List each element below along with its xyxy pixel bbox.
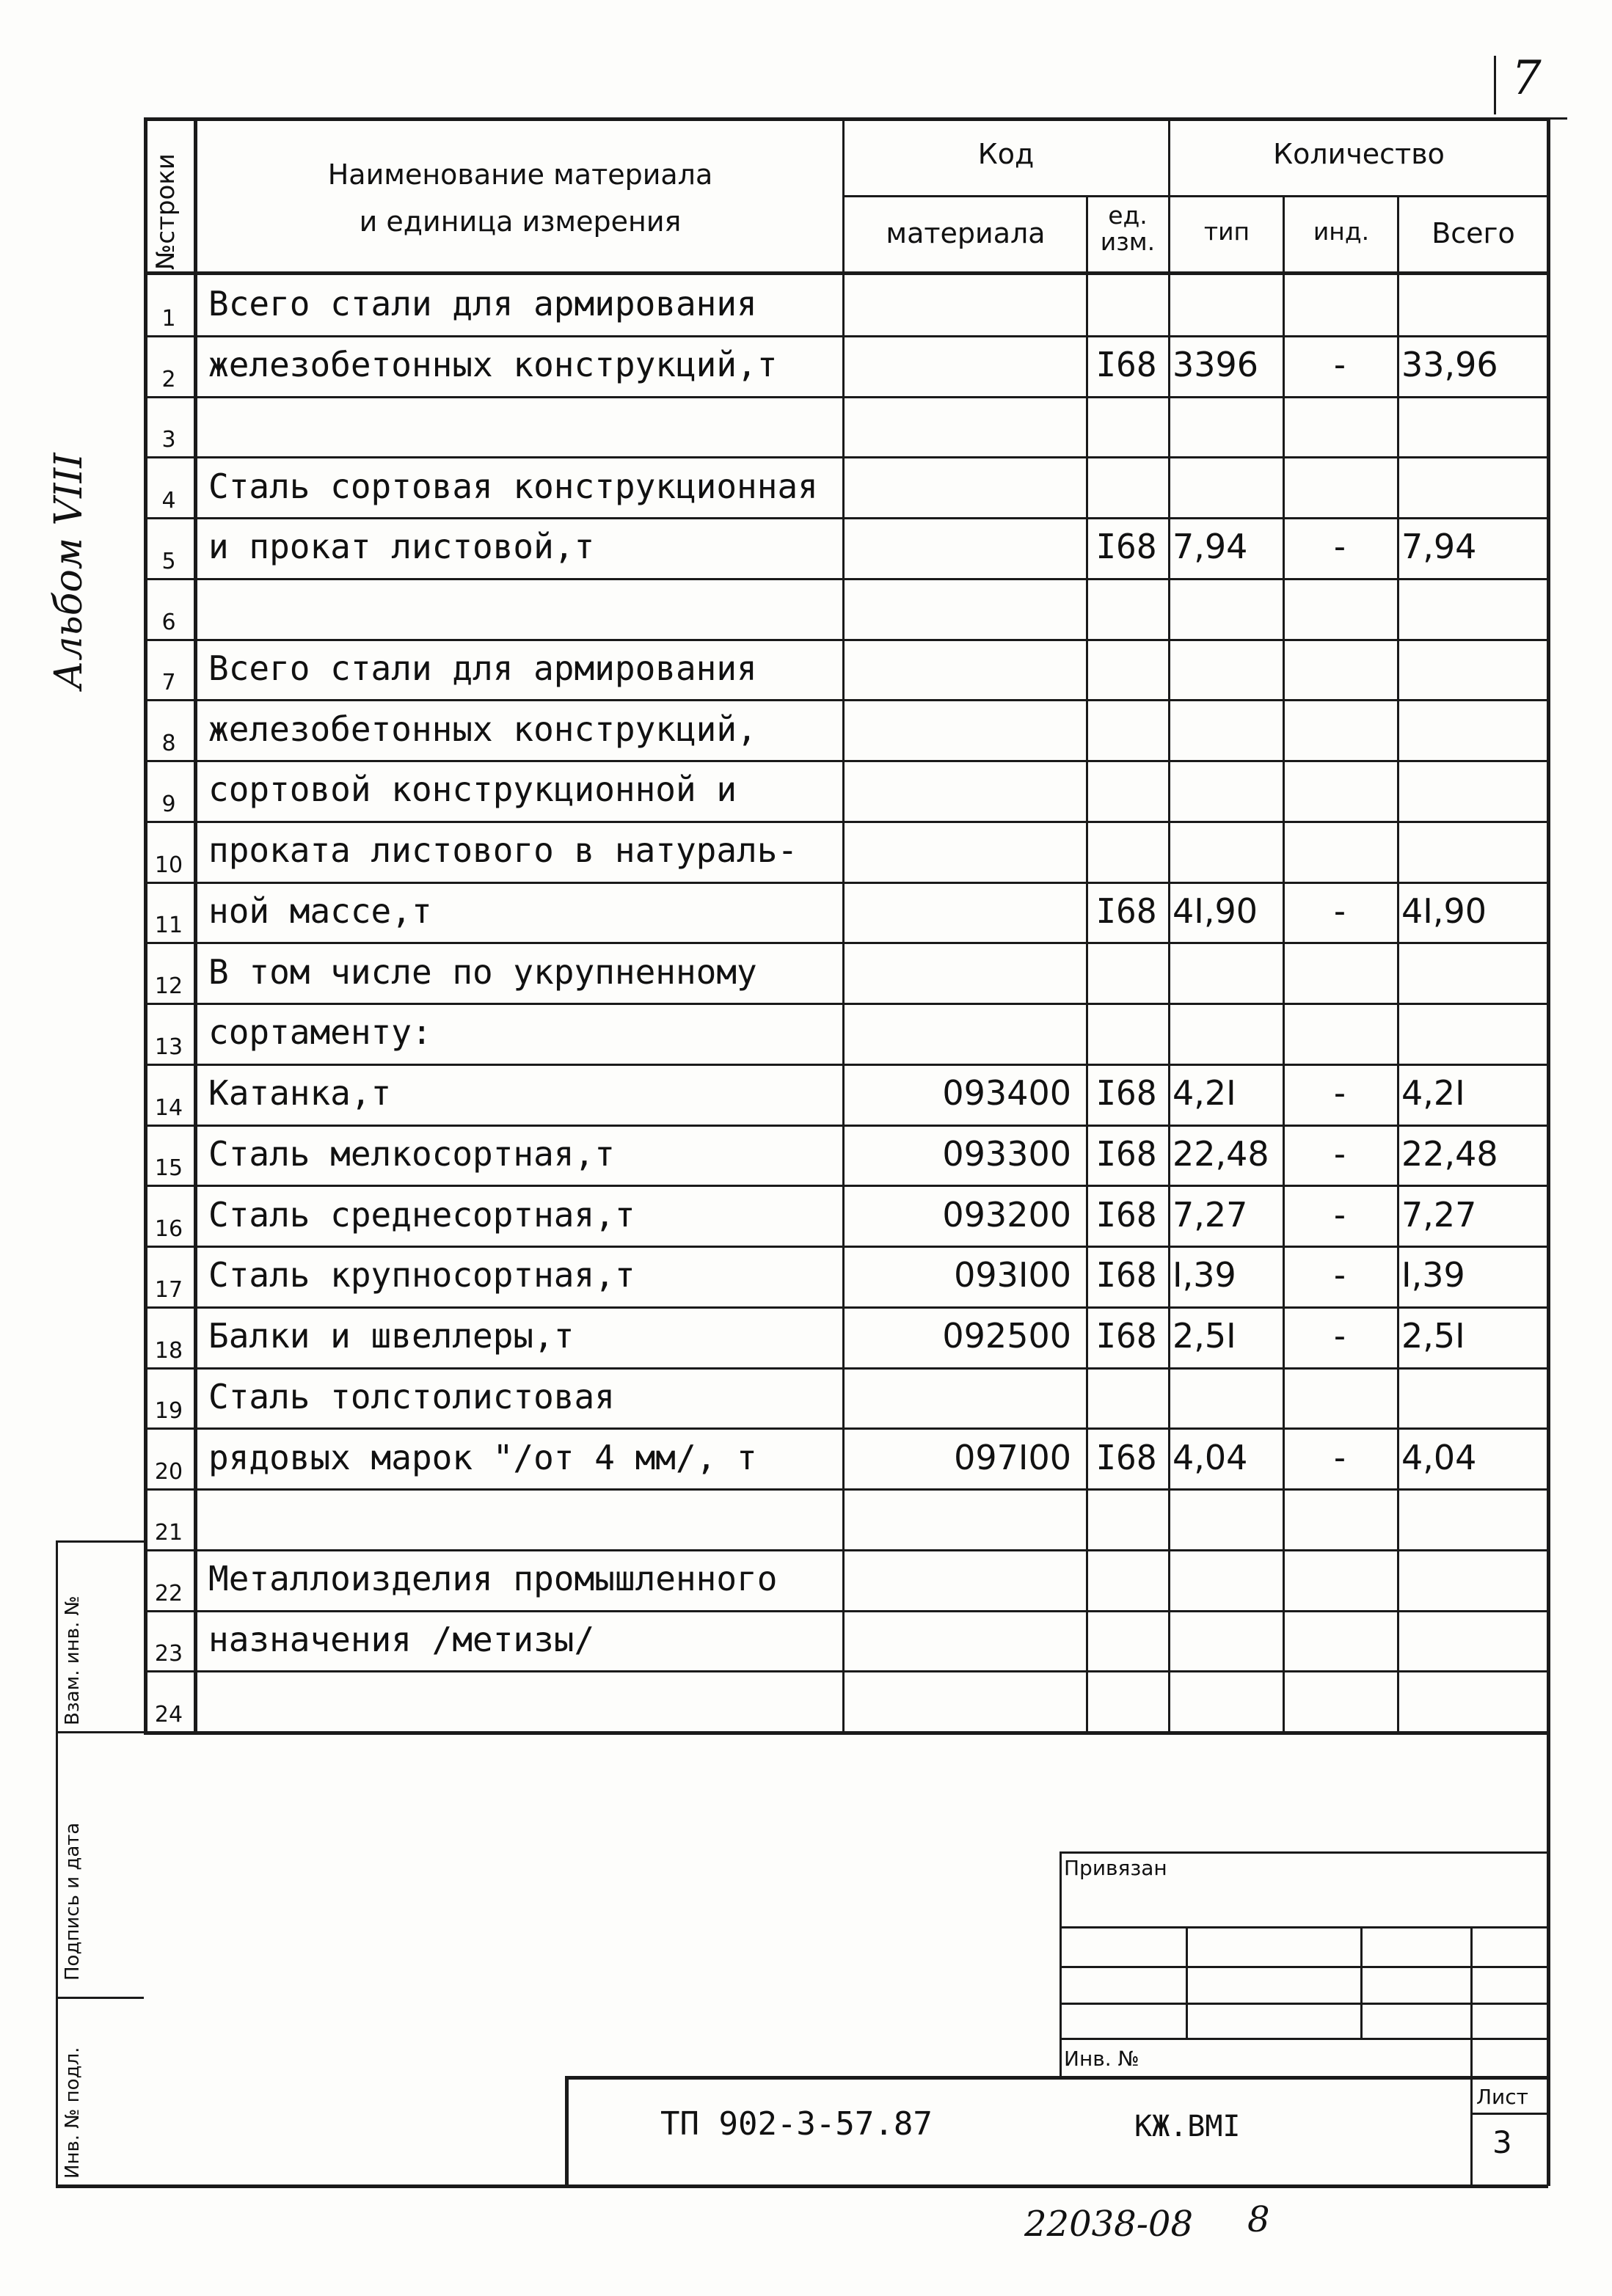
row-number: 5 <box>161 549 176 574</box>
qty-type: 4,2I <box>1172 1073 1236 1113</box>
row-number: 16 <box>154 1216 183 1242</box>
footer-number: 22038-08 <box>1024 2204 1193 2245</box>
row-number: 1 <box>161 306 176 332</box>
row-divider <box>144 1610 1549 1612</box>
row-divider <box>144 1064 1549 1066</box>
header-qty-ind: инд. <box>1313 217 1370 246</box>
row-divider <box>144 821 1549 823</box>
unit-code: I68 <box>1095 1195 1157 1235</box>
qty-type: 4I,90 <box>1172 891 1258 931</box>
qty-ind: - <box>1330 1255 1350 1295</box>
qty-ind: - <box>1330 345 1350 384</box>
header-row-number: №строки <box>151 153 180 270</box>
row-divider <box>144 1185 1549 1187</box>
row-number: 9 <box>161 791 176 817</box>
qty-total: 4,04 <box>1401 1438 1477 1477</box>
qty-ind: - <box>1330 891 1350 931</box>
row-divider <box>144 1246 1549 1248</box>
material-name: Всего стали для армирования <box>208 648 757 688</box>
qty-type: 3396 <box>1172 345 1259 384</box>
qty-ind: - <box>1330 1134 1350 1174</box>
row-number: 22 <box>154 1581 183 1606</box>
vzam-inv-label: Взам. инв. № <box>62 1595 84 1725</box>
row-divider <box>144 1670 1549 1672</box>
inv-no-label: Инв. № <box>1064 2047 1139 2071</box>
material-name: железобетонных конструкций, <box>208 709 757 749</box>
row-divider <box>144 456 1549 458</box>
qty-ind: - <box>1330 1316 1350 1356</box>
header-quantity: Количество <box>1273 138 1445 170</box>
material-name: Сталь толстолистовая <box>208 1377 615 1416</box>
inv-podl-label: Инв. № подл. <box>62 2047 84 2179</box>
sheet-number: 3 <box>1492 2124 1512 2160</box>
sheet-label: Лист <box>1476 2085 1528 2109</box>
material-name: Всего стали для армирования <box>208 284 757 323</box>
material-name: Металлоизделия промышленного <box>208 1559 778 1598</box>
row-divider <box>144 882 1549 884</box>
material-name: Сталь среднесортная,т <box>208 1195 635 1235</box>
row-number: 23 <box>154 1641 183 1667</box>
unit-code: I68 <box>1095 1073 1157 1113</box>
material-name: железобетонных конструкций,т <box>208 345 778 384</box>
header-qty-total: Всего <box>1432 217 1515 249</box>
material-code: 093400 <box>942 1073 1071 1113</box>
qty-type: 22,48 <box>1172 1134 1269 1174</box>
qty-type: I,39 <box>1172 1255 1236 1295</box>
qty-ind: - <box>1330 1438 1350 1477</box>
row-number: 12 <box>154 973 183 999</box>
header-code-unit: ед. изм. <box>1100 201 1156 256</box>
page-number: 7 <box>1511 51 1542 106</box>
qty-total: 4,2I <box>1401 1073 1465 1113</box>
row-divider <box>144 1306 1549 1309</box>
row-number: 17 <box>154 1277 183 1303</box>
doc-code: ТП 902-3-57.87 <box>660 2105 933 2143</box>
material-code: 097I00 <box>954 1438 1071 1477</box>
qty-type: 7,94 <box>1172 527 1248 566</box>
material-name: ной массе,т <box>208 891 432 931</box>
unit-code: I68 <box>1095 527 1157 566</box>
table-bottom-line <box>144 1731 1549 1735</box>
material-code: 093I00 <box>954 1255 1071 1295</box>
material-name: рядовых марок "/от 4 мм/, т <box>208 1438 757 1477</box>
album-label: Альбом VIII <box>47 453 91 690</box>
qty-ind: - <box>1330 1195 1350 1235</box>
unit-code: I68 <box>1095 1255 1157 1295</box>
row-number: 21 <box>154 1520 183 1546</box>
row-divider <box>144 942 1549 944</box>
qty-total: 2,5I <box>1401 1316 1465 1356</box>
row-divider <box>144 396 1549 398</box>
row-number: 6 <box>161 610 176 635</box>
unit-code: I68 <box>1095 345 1157 384</box>
header-code-material: материала <box>886 217 1046 249</box>
material-name: В том числе по укрупненному <box>208 952 757 992</box>
header-qty-type: тип <box>1203 217 1250 246</box>
row-divider <box>144 335 1549 337</box>
material-name: Сталь сортовая конструкционная <box>208 467 818 506</box>
row-number: 7 <box>161 670 176 695</box>
qty-total: 4I,90 <box>1401 891 1487 931</box>
material-name: Катанка,т <box>208 1073 392 1113</box>
row-number: 3 <box>161 427 176 453</box>
unit-code: I68 <box>1095 891 1157 931</box>
qty-total: 7,27 <box>1401 1195 1477 1235</box>
row-divider <box>144 699 1549 701</box>
row-divider <box>144 1125 1549 1127</box>
row-divider <box>144 1427 1549 1430</box>
sheet-code: КЖ.ВМI <box>1134 2110 1241 2143</box>
footer-page: 8 <box>1247 2199 1270 2240</box>
qty-total: 33,96 <box>1401 345 1498 384</box>
row-number: 14 <box>154 1095 183 1121</box>
qty-type: 4,04 <box>1172 1438 1248 1477</box>
unit-code: I68 <box>1095 1316 1157 1356</box>
material-name: назначения /метизы/ <box>208 1620 595 1659</box>
row-number: 10 <box>154 852 183 878</box>
qty-ind: - <box>1330 527 1350 566</box>
row-number: 19 <box>154 1398 183 1424</box>
row-divider <box>144 1367 1549 1370</box>
privyazan-label: Привязан <box>1064 1856 1167 1880</box>
qty-total: I,39 <box>1401 1255 1465 1295</box>
row-number: 11 <box>154 913 183 938</box>
row-divider <box>144 578 1549 580</box>
material-name: и прокат листовой,т <box>208 527 595 566</box>
material-code: 092500 <box>942 1316 1071 1356</box>
row-divider <box>144 760 1549 762</box>
qty-type: 2,5I <box>1172 1316 1236 1356</box>
header-name-line1: Наименование материала <box>327 158 713 191</box>
row-divider <box>144 1003 1549 1005</box>
row-number: 15 <box>154 1155 183 1181</box>
unit-code: I68 <box>1095 1438 1157 1477</box>
row-number: 24 <box>154 1702 183 1728</box>
material-name: Сталь крупносортная,т <box>208 1255 635 1295</box>
row-divider <box>144 517 1549 519</box>
row-number: 2 <box>161 367 176 392</box>
material-name: Балки и швеллеры,т <box>208 1316 575 1356</box>
row-number: 8 <box>161 731 176 756</box>
row-number: 13 <box>154 1034 183 1060</box>
row-divider <box>144 1488 1549 1491</box>
material-code: 093300 <box>942 1134 1071 1174</box>
signature-date-label: Подпись и дата <box>62 1822 84 1981</box>
header-code: Код <box>977 138 1035 170</box>
row-number: 4 <box>161 488 176 513</box>
qty-total: 7,94 <box>1401 527 1477 566</box>
material-name: Сталь мелкосортная,т <box>208 1134 615 1174</box>
material-name: сортовой конструкционной и <box>208 769 737 809</box>
qty-total: 22,48 <box>1401 1134 1498 1174</box>
row-number: 18 <box>154 1338 183 1364</box>
qty-ind: - <box>1330 1073 1350 1113</box>
qty-type: 7,27 <box>1172 1195 1248 1235</box>
page-number-divider <box>1494 56 1496 114</box>
row-number: 20 <box>154 1459 183 1485</box>
material-name: проката листового в натураль- <box>208 830 798 870</box>
material-name: сортаменту: <box>208 1012 432 1052</box>
row-divider <box>144 639 1549 641</box>
header-name-line2: и единица измерения <box>359 205 682 238</box>
row-divider <box>144 1549 1549 1551</box>
material-code: 093200 <box>942 1195 1071 1235</box>
unit-code: I68 <box>1095 1134 1157 1174</box>
